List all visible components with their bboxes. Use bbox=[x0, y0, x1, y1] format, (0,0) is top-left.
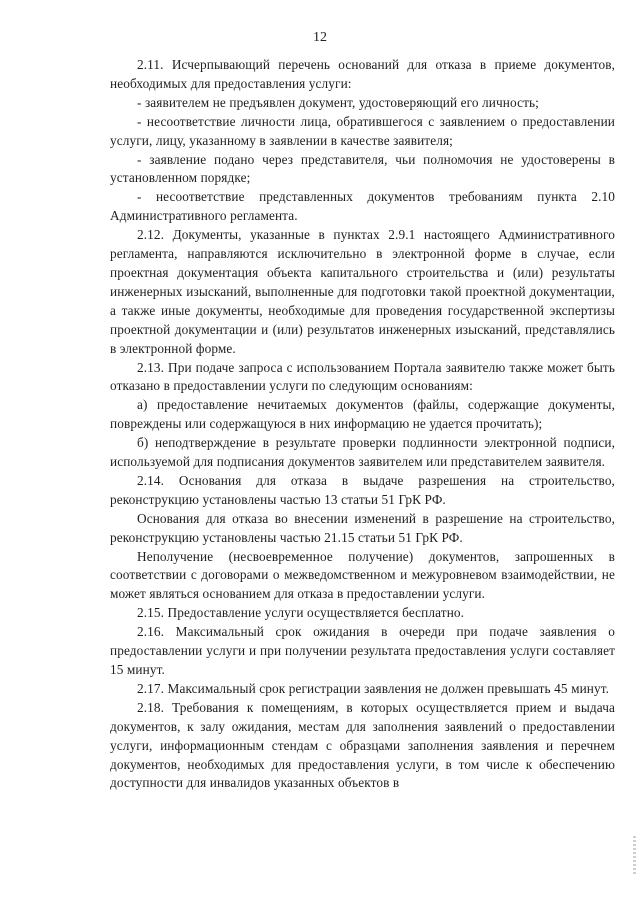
document-body bbox=[110, 56, 615, 793]
paragraph-2-12: 2.12. Документы, указанные в пунктах 2.9.1 настоящего Административного регламента, направляются исключительно в электронной форме в случае, если проектная документация объекта капитального строительства и (или) результаты инженерных изысканий, выполненные для подготовки такой проектной документации, а также иные документы, необходимые для проведения государственной экспертизы проектной документации и (или) результатов инженерных изысканий, представлялись в электронной форме. bbox=[110, 227, 615, 356]
paragraph-2-17: 2.17. Максимальный срок регистрации заявления не должен превышать 45 минут. bbox=[137, 680, 610, 696]
page-number: 12 bbox=[313, 30, 327, 45]
paragraph-2-18: 2.18. Требования к помещениям, в которых осуществляется прием и выдача документов, к залу ожидания, местам для заполнения заявлений о предоставлении услуги, информационным стендам с образцами заполнения заявления и перечнем документов, необходимых для предоставления услуги, в том числе к обеспечению доступности для инвалидов указанных объектов в bbox=[110, 699, 615, 791]
list-item-documents-noncompliant: - несоответствие представленных документов требованиям пункта 2.10 Административного регламента. bbox=[110, 189, 615, 224]
paragraph-2-16: 2.16. Максимальный срок ожидания в очереди при подаче заявления о предоставлении услуги и при получении результата предоставления услуги составляет 15 минут. bbox=[110, 624, 615, 677]
paragraph-2-15: 2.15. Предоставление услуги осуществляется бесплатно. bbox=[137, 605, 465, 621]
paragraph-2-14-interagency: Неполучение (несвоевременное получение) документов, запрошенных в соответствии с договорами о межведомственном и межуровневом взаимодействии, не может являться основанием для отказа в предоставлении услуги. bbox=[110, 548, 615, 602]
list-item-unverified-representative: - заявление подано через представителя, чьи полномочия не удостоверены в установленном порядке; bbox=[110, 151, 615, 186]
scan-edge-mark bbox=[633, 836, 636, 876]
paragraph-2-13: 2.13. При подаче запроса с использованием Портала заявителю также может быть отказано в предоставлении услуги по следующим основаниям: bbox=[110, 359, 615, 394]
paragraph-2-11: 2.11. Исчерпывающий перечень оснований для отказа в приеме документов, необходимых для предоставления услуги: bbox=[110, 57, 615, 91]
list-item-b-signature: б) неподтверждение в результате проверки подлинности электронной подписи, используемой для подписания документов заявителем или представителем заявителя. bbox=[110, 435, 615, 470]
list-item-identity-mismatch: - несоответствие личности лица, обратившегося с заявлением о предоставлении услуги, лицу, указанному в заявлении в качестве заявителя; bbox=[110, 113, 615, 148]
list-item-a-unreadable: а) предоставление нечитаемых документов (файлы, содержащие документы, повреждены или содержащуюся в них информацию не удается прочитать); bbox=[110, 397, 615, 432]
paragraph-2-14: 2.14. Основания для отказа в выдаче разрешения на строительство, реконструкцию установлены частью 13 статьи 51 ГрК РФ. bbox=[110, 472, 615, 507]
paragraph-2-14-changes: Основания для отказа во внесении изменений в разрешение на строительство, реконструкцию установлены частью 21.15 статьи 51 ГрК РФ. bbox=[110, 510, 615, 545]
list-item-no-id-document: - заявителем не предъявлен документ, удостоверяющий его личность; bbox=[137, 94, 539, 110]
